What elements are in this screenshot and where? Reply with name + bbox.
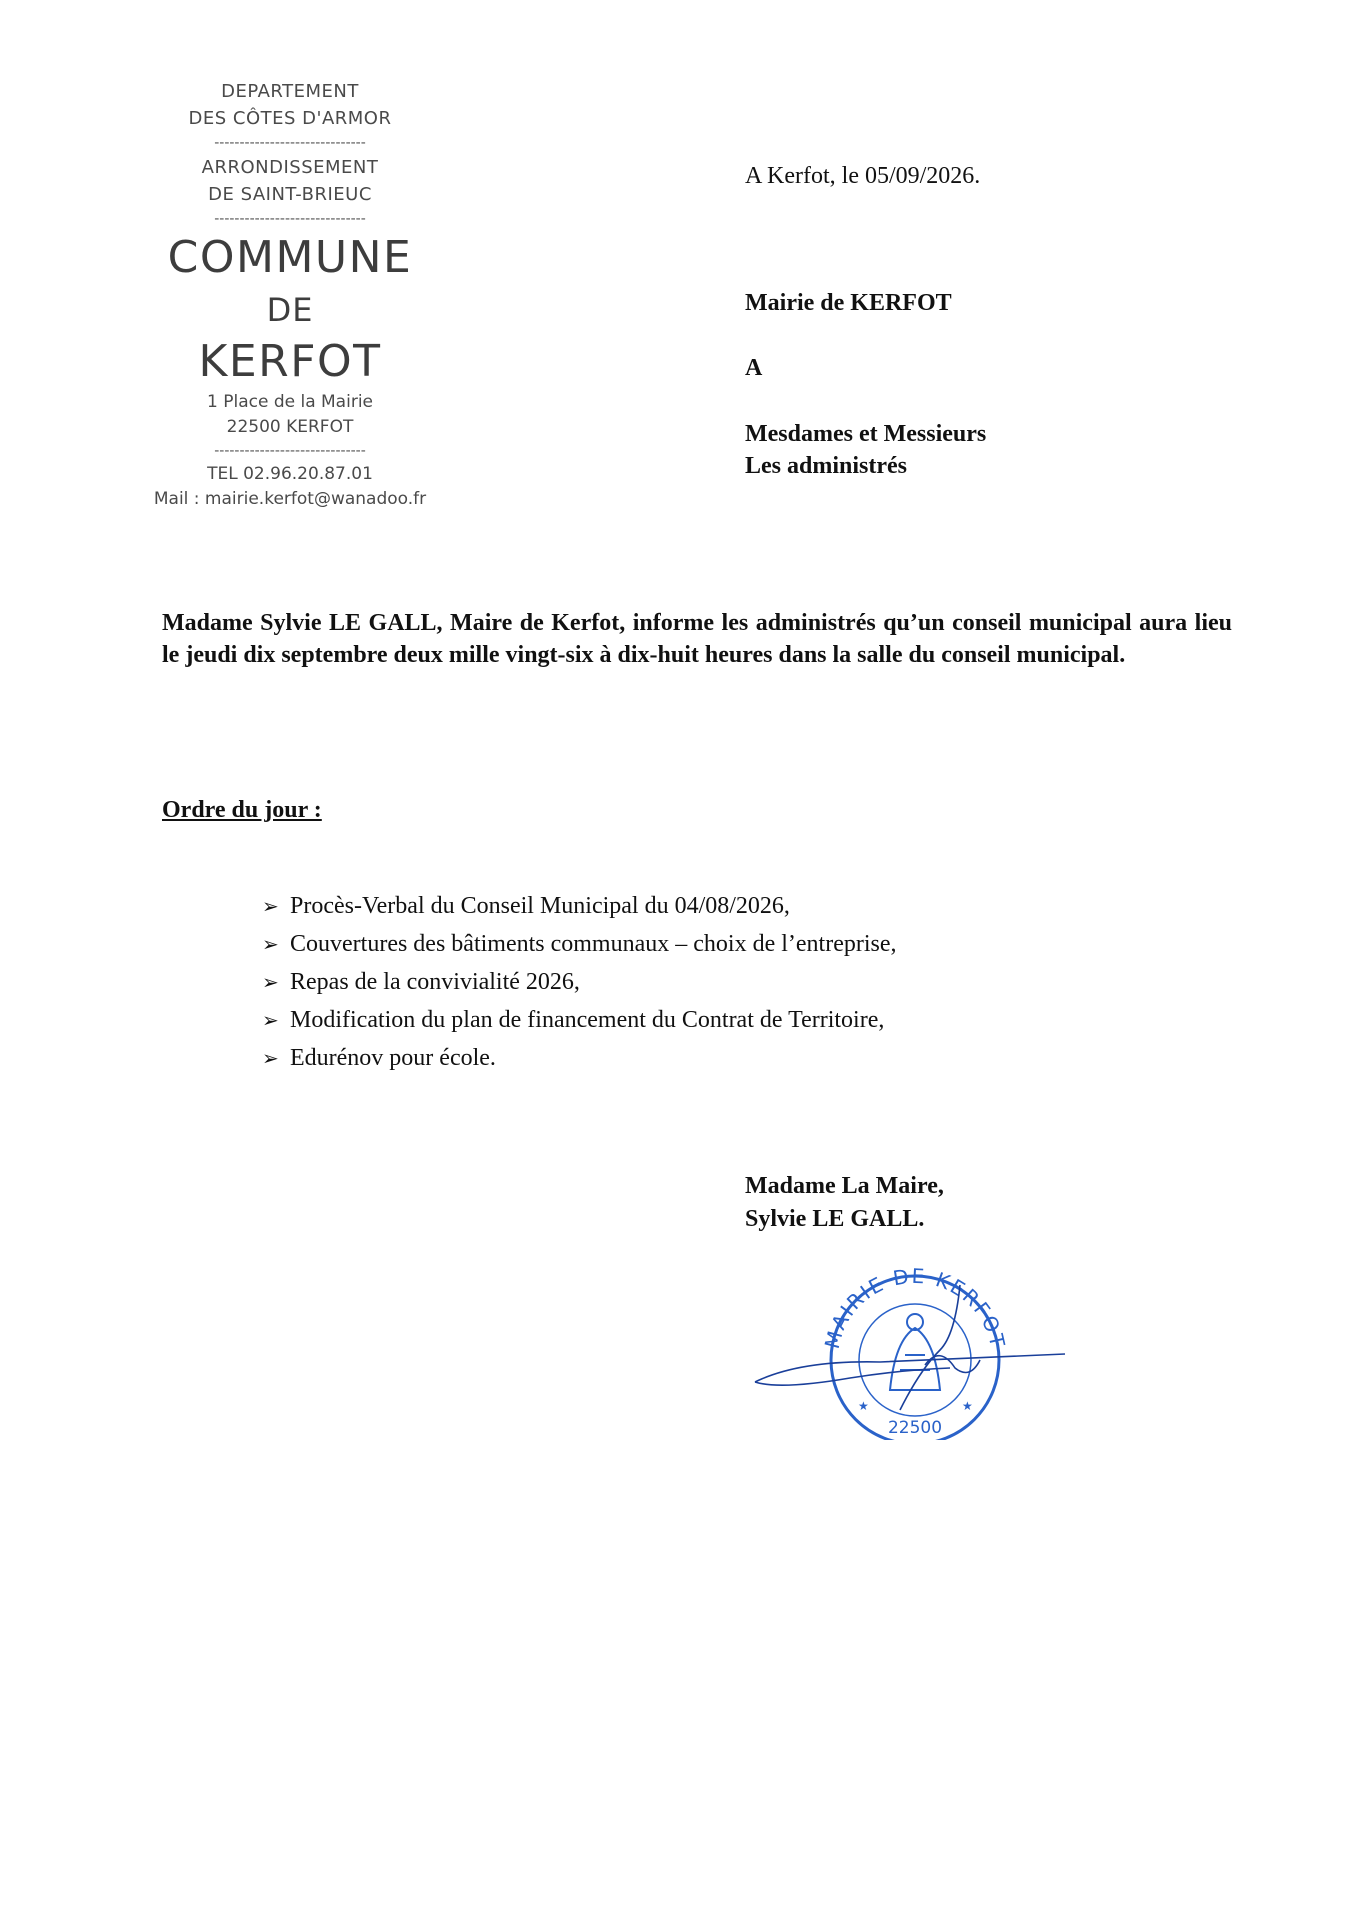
de-label: DE	[266, 291, 314, 329]
agenda-item	[262, 888, 897, 926]
agenda-item-text: Couvertures des bâtiments communaux – choix de l’entreprise,	[290, 931, 897, 957]
intro-paragraph: Madame Sylvie LE GALL, Maire de Kerfot, informe les administrés qu’un conseil municipal aura lieu le jeudi dix septembre deux mille vingt-six à dix-huit heures dans la salle du conseil municipal.	[162, 610, 1232, 668]
commune-letterhead	[135, 78, 445, 512]
commune-label: COMMUNE	[167, 232, 413, 283]
agenda-item-text: Modification du plan de financement du Contrat de Territoire,	[290, 1007, 885, 1033]
agenda-item-text: Repas de la convivialité 2026,	[290, 969, 580, 995]
star-icon: ★	[858, 1399, 869, 1413]
arrondissement-label: ARRONDISSEMENT	[201, 157, 379, 178]
to-label: A	[745, 355, 763, 381]
telephone: TEL 02.96.20.87.01	[207, 464, 373, 484]
arrow-bullet-icon: ➢	[262, 934, 279, 956]
email: Mail : mairie.kerfot@wanadoo.fr	[153, 489, 427, 509]
sender: Mairie de KERFOT	[745, 290, 952, 316]
stamp-top-text: MAIRIE DE KERFOT	[819, 1263, 1011, 1352]
agenda-item	[262, 1002, 897, 1040]
address-line-2: 22500 KERFOT	[226, 417, 354, 437]
signature-block	[745, 1170, 944, 1236]
departement-name: DES CÔTES D'ARMOR	[188, 108, 392, 129]
arrow-bullet-icon: ➢	[262, 972, 279, 994]
recipient-line-2: Les administrés	[745, 453, 907, 479]
separator-2: ------------------------------	[214, 211, 366, 227]
recipient-line-1: Mesdames et Messieurs	[745, 421, 987, 447]
arrow-bullet-icon: ➢	[262, 1048, 279, 1070]
svg-text:MAIRIE DE KERFOT	[820, 1264, 1010, 1351]
agenda-item	[262, 1040, 897, 1078]
separator-1: ------------------------------	[214, 135, 366, 151]
agenda-list	[262, 888, 897, 1078]
agenda-item	[262, 964, 897, 1002]
commune-name: KERFOT	[198, 336, 382, 387]
date-line: A Kerfot, le 05/09/2026.	[745, 163, 981, 189]
arrow-bullet-icon: ➢	[262, 1010, 279, 1032]
agenda-item-text: Procès-Verbal du Conseil Municipal du 04/08/2026,	[290, 893, 790, 919]
agenda-item-text: Edurénov pour école.	[290, 1045, 496, 1071]
stamp-bottom-text: 22500	[887, 1418, 943, 1438]
mairie-stamp-seal	[740, 1250, 1070, 1440]
arrondissement-name: DE SAINT-BRIEUC	[208, 184, 372, 205]
marianne-emblem-icon	[890, 1314, 940, 1390]
signature-name: Sylvie LE GALL.	[745, 1206, 925, 1232]
address-line-1: 1 Place de la Mairie	[207, 392, 373, 412]
signature-title: Madame La Maire,	[745, 1173, 944, 1199]
arrow-bullet-icon: ➢	[262, 896, 279, 918]
separator-3: ------------------------------	[214, 443, 366, 459]
star-icon: ★	[962, 1399, 973, 1413]
agenda-item	[262, 926, 897, 964]
recipient	[745, 418, 986, 482]
departement-label: DEPARTEMENT	[221, 81, 359, 102]
agenda-title: Ordre du jour :	[162, 797, 322, 823]
